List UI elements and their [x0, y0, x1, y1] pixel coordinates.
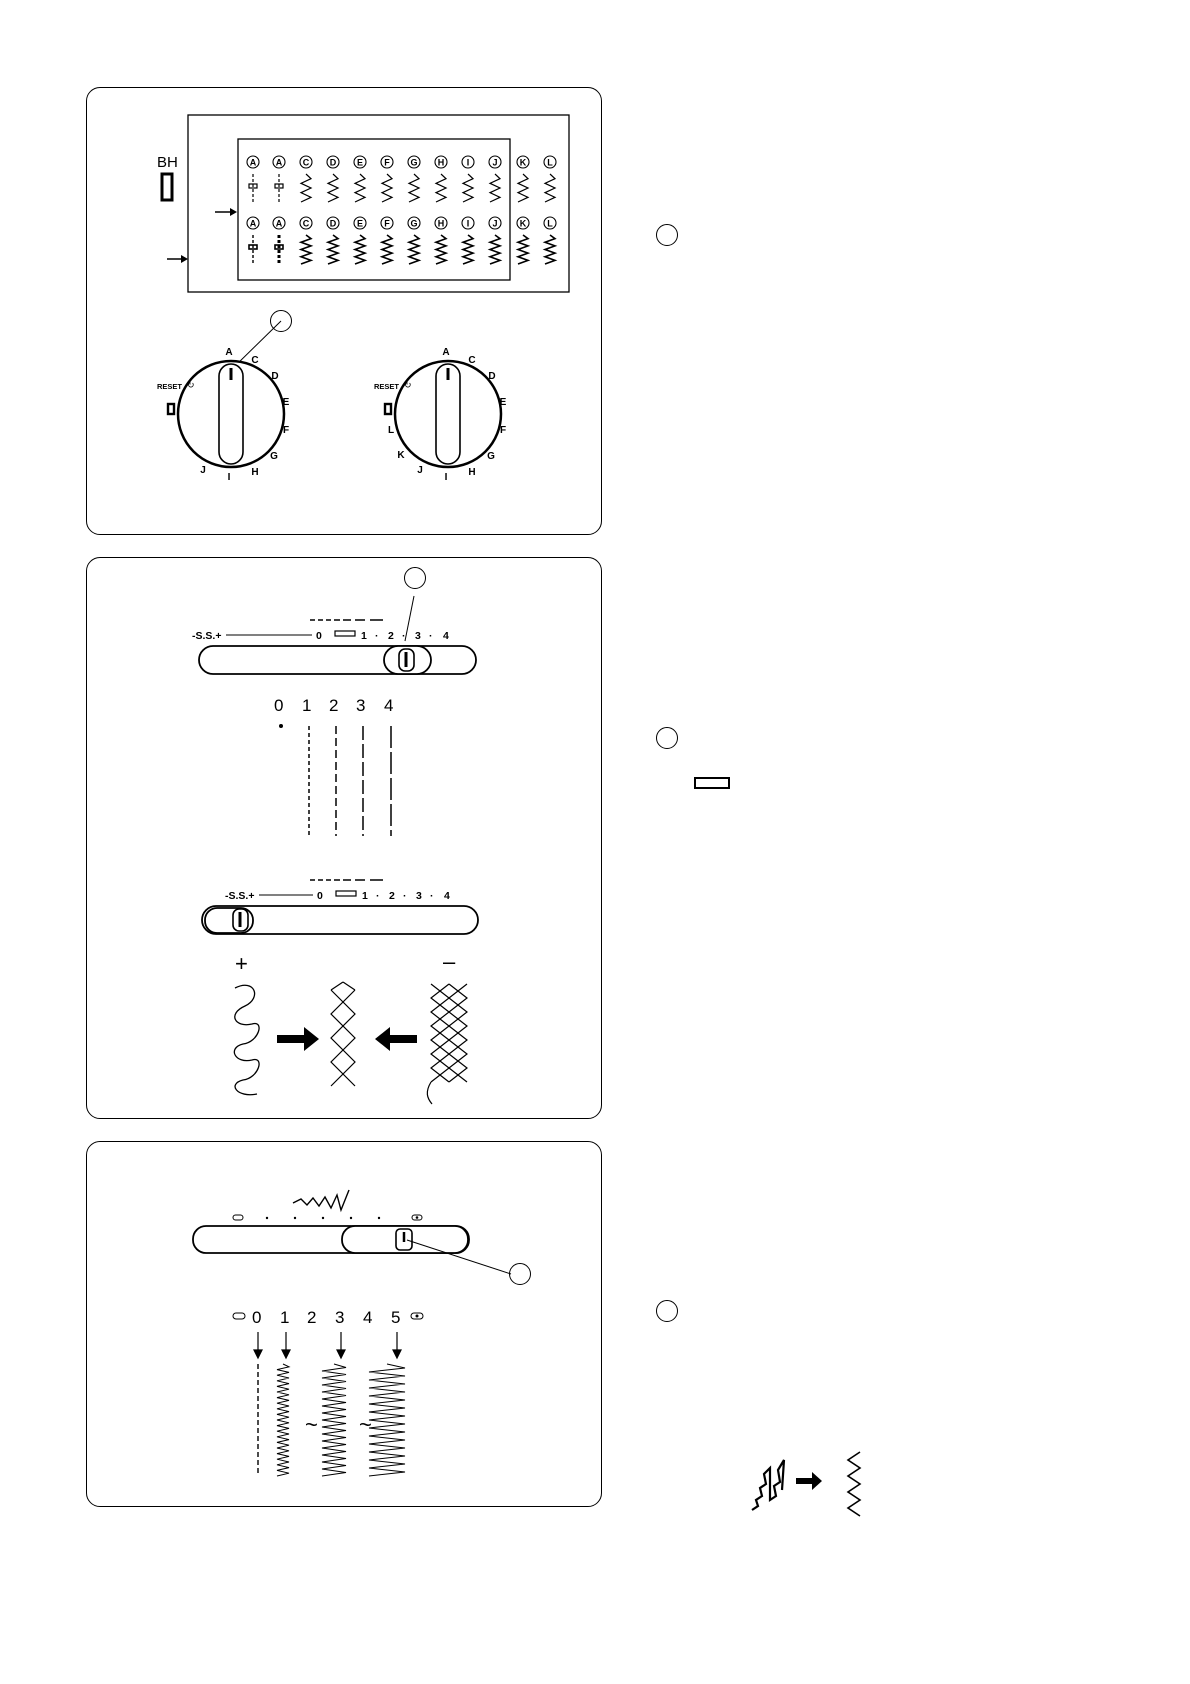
dial-letter: J [417, 465, 423, 476]
dial-letter: L [387, 425, 395, 436]
dial-letter: G [270, 451, 278, 462]
pattern-selector-panel [86, 87, 602, 535]
stitch-adjust-illustration [748, 1440, 878, 1520]
dial-letter: I [227, 472, 231, 483]
callout-circle [656, 1300, 678, 1322]
compressed-stitch-sample [427, 984, 467, 1104]
row-arrow-icon [215, 208, 237, 216]
pattern-letter: J [492, 157, 498, 168]
pattern-letter: L [547, 218, 553, 229]
reset-label: RESET [374, 382, 400, 391]
scale-number: 3 [415, 630, 421, 642]
width-numbers [233, 1308, 423, 1327]
pattern-letter: L [547, 157, 553, 168]
scale-number: 4 [443, 630, 449, 642]
scale-label: -S.S.+ [225, 890, 255, 902]
pattern-letter: I [466, 218, 470, 229]
scale-number: 1 [362, 890, 368, 902]
buttonhole-zone-icon [336, 891, 356, 896]
dial-letter: J [200, 465, 206, 476]
stitch-length-scale-bottom [225, 880, 450, 902]
svg-text:·: · [429, 630, 433, 642]
scale-number: 0 [316, 630, 322, 642]
pattern-letter: D [329, 218, 337, 229]
dial-letter: A [442, 347, 450, 358]
scale-number: 1 [361, 630, 367, 642]
arrow-right-icon [796, 1472, 822, 1490]
stitch-length-slider-bottom[interactable] [202, 906, 478, 934]
width-number: 5 [391, 1308, 401, 1327]
buttonhole-icon [168, 404, 174, 414]
pattern-letter: G [410, 218, 418, 229]
zigzag-stitch-wide [369, 1364, 405, 1476]
dial-letter: E [282, 397, 290, 408]
scale-number: 2 [388, 630, 394, 642]
pattern-letter: F [384, 157, 390, 168]
dial-letter: I [444, 472, 448, 483]
pattern-letter: F [384, 218, 390, 229]
dial-letter: A [225, 347, 233, 358]
svg-text:·: · [402, 630, 406, 642]
reset-label: RESET [157, 382, 183, 391]
length-number: 0 [274, 696, 284, 715]
pattern-dial-left[interactable] [157, 347, 290, 483]
buttonhole-icon [162, 174, 172, 200]
dial-letter: D [488, 371, 496, 382]
dial-letter: H [468, 467, 476, 478]
dial-letter: E [499, 397, 507, 408]
pattern-letter: A [249, 157, 257, 168]
arrow-left-icon [375, 1027, 417, 1051]
width-number: 4 [363, 1308, 373, 1327]
length-numbers [274, 696, 393, 715]
width-number: 2 [307, 1308, 317, 1327]
arrow-right-icon [277, 1027, 319, 1051]
callout-circle [404, 567, 426, 589]
length-number: 1 [302, 696, 312, 715]
dial-letter: H [251, 467, 259, 478]
length-number: 4 [384, 696, 394, 715]
pattern-letter: C [302, 157, 310, 168]
dial-letter: G [487, 451, 495, 462]
pattern-letter: J [492, 218, 498, 229]
dial-letter: D [271, 371, 279, 382]
svg-text:·: · [430, 890, 434, 902]
length-number: 2 [329, 696, 339, 715]
dial-letter: K [397, 450, 405, 461]
pattern-letter: H [437, 218, 445, 229]
pattern-letter: A [275, 157, 283, 168]
pattern-letter: K [519, 218, 527, 229]
zigzag-stitch-medium [322, 1364, 346, 1476]
callout-circle [656, 224, 678, 246]
dial-letter: C [251, 355, 259, 366]
callout-circle [509, 1263, 531, 1285]
stitch-length-slider-top[interactable] [199, 646, 476, 674]
down-arrows [254, 1332, 401, 1358]
scale-number: 2 [389, 890, 395, 902]
zigzag-stitch-narrow [277, 1364, 289, 1476]
dial-letter: F [282, 425, 290, 436]
svg-text:·: · [376, 890, 380, 902]
pattern-letter: D [329, 157, 337, 168]
dial-letter: C [468, 355, 476, 366]
normal-stitch-sample [331, 982, 355, 1086]
pattern-letter: A [275, 218, 283, 229]
scale-number: 0 [317, 890, 323, 902]
pattern-letter: K [519, 157, 527, 168]
zigzag-icon [293, 1190, 349, 1210]
pattern-selector-illustration [87, 88, 601, 534]
callout-circle [656, 727, 678, 749]
pattern-letter: A [249, 218, 257, 229]
width-number: 1 [280, 1308, 290, 1327]
scale-number: 4 [444, 890, 450, 902]
stitch-patterns-top [249, 174, 555, 202]
stretched-stitch-sample [234, 985, 259, 1094]
callout-circle [270, 310, 292, 332]
width-number: 0 [252, 1308, 262, 1327]
stitch-width-panel [86, 1141, 602, 1507]
plus-label: + [235, 951, 248, 976]
tilde: ~ [305, 1412, 318, 1437]
stitch-length-scale-top [192, 620, 449, 642]
width-number: 3 [335, 1308, 345, 1327]
pattern-letter: G [410, 157, 418, 168]
pattern-letter: H [437, 157, 445, 168]
pattern-letter: C [302, 218, 310, 229]
pattern-letter: E [356, 218, 364, 229]
pattern-letter: E [356, 157, 364, 168]
stitch-length-panel [86, 557, 602, 1119]
stitch-width-scale [233, 1215, 422, 1220]
svg-text:·: · [403, 890, 407, 902]
scale-number: 3 [416, 890, 422, 902]
stitch-length-illustration [87, 558, 601, 1118]
bh-label: BH [157, 154, 178, 171]
stitch-width-slider[interactable] [193, 1226, 469, 1253]
pattern-letter: I [466, 157, 470, 168]
svg-text:·: · [375, 630, 379, 642]
stitch-length-samples [279, 724, 391, 836]
buttonhole-zone-icon [335, 631, 355, 636]
length-number: 3 [356, 696, 366, 715]
tilde: ~ [359, 1412, 372, 1437]
irregular-zigzag-icon [752, 1460, 784, 1510]
stitch-patterns-bottom [249, 235, 555, 264]
regular-zigzag-icon [848, 1452, 860, 1516]
stitch-width-illustration [87, 1142, 601, 1506]
pattern-dial-right[interactable] [374, 347, 507, 483]
minus-label: – [443, 949, 456, 974]
reset-icon: ↻ [404, 380, 412, 390]
scale-label: -S.S.+ [192, 630, 222, 642]
buttonhole-zone-icon [694, 777, 730, 789]
buttonhole-icon [385, 404, 391, 414]
dial-letter: F [499, 425, 507, 436]
reset-icon: ↻ [187, 380, 195, 390]
row-arrow-icon [167, 255, 188, 263]
